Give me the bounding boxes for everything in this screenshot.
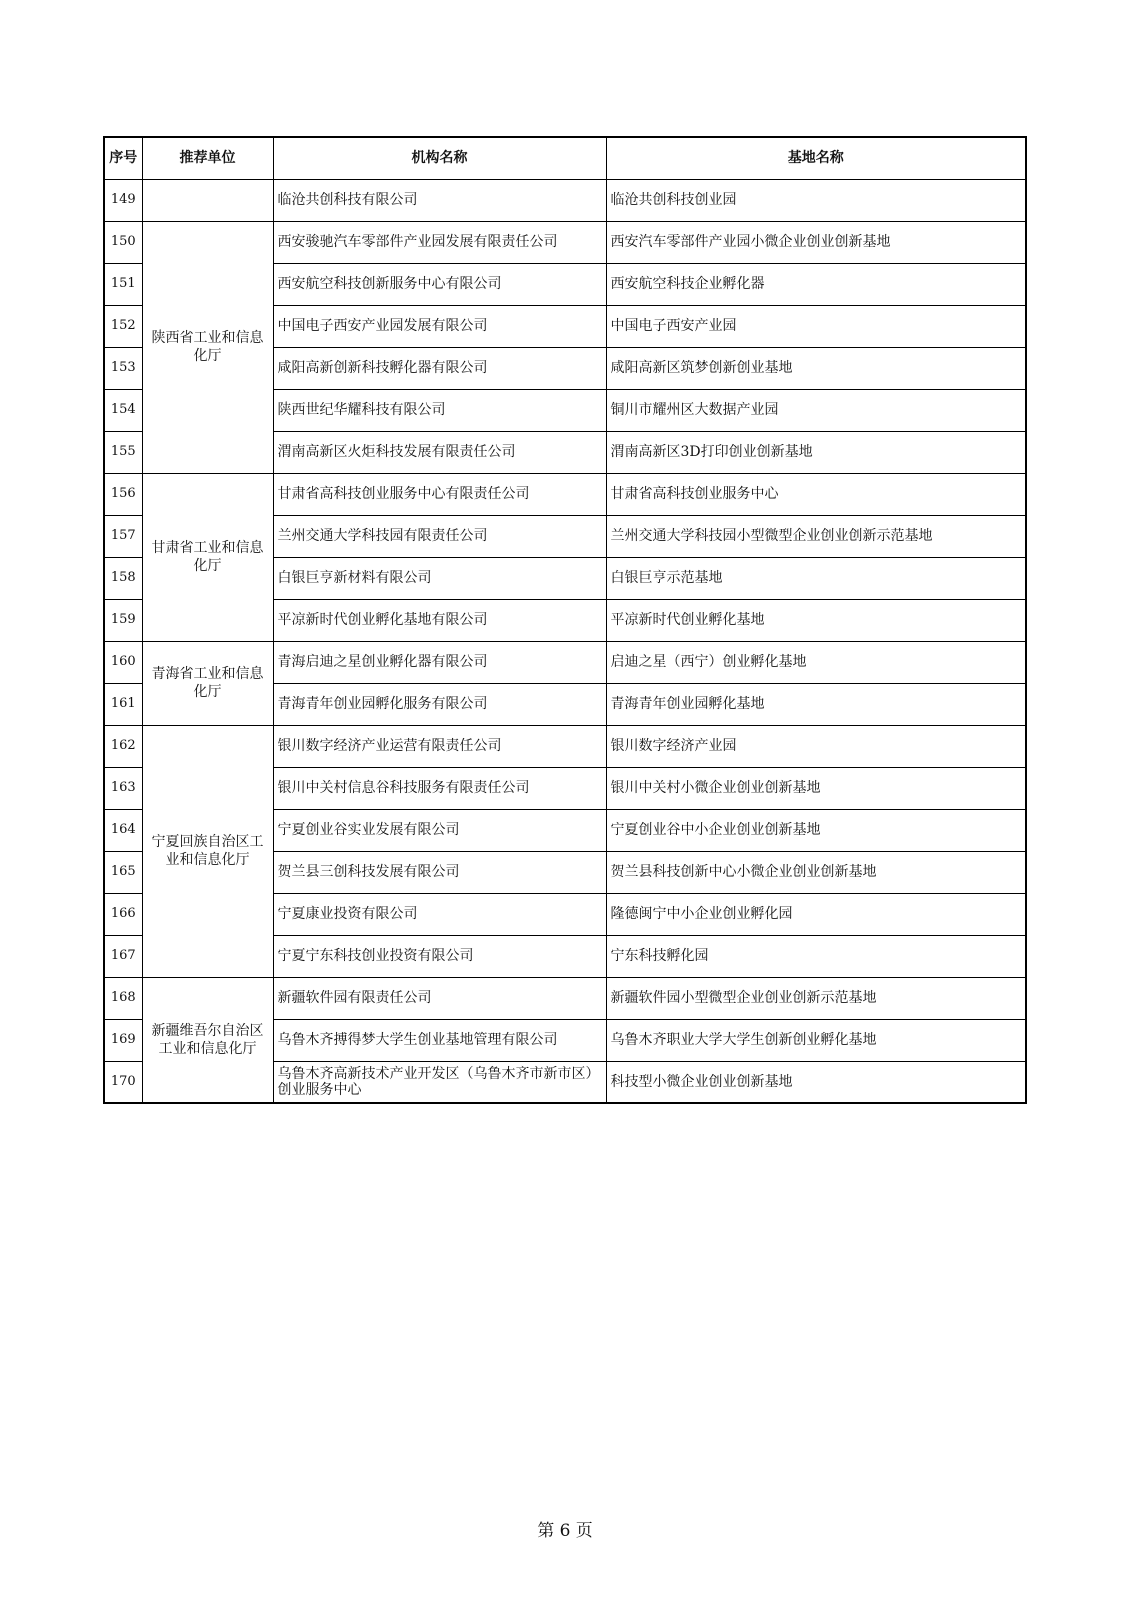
row-no: 154 — [104, 389, 142, 431]
row-no: 164 — [104, 809, 142, 851]
base-name: 甘肃省高科技创业服务中心 — [606, 473, 1026, 515]
row-no: 157 — [104, 515, 142, 557]
row-no: 162 — [104, 725, 142, 767]
org-name: 白银巨亨新材料有限公司 — [273, 557, 606, 599]
table-header-row — [104, 137, 1026, 179]
org-name: 西安航空科技创新服务中心有限公司 — [273, 263, 606, 305]
row-no: 156 — [104, 473, 142, 515]
base-name: 银川数字经济产业园 — [606, 725, 1026, 767]
org-name: 兰州交通大学科技园有限责任公司 — [273, 515, 606, 557]
base-name: 贺兰县科技创新中心小微企业创业创新基地 — [606, 851, 1026, 893]
table-row — [104, 641, 1026, 683]
base-name: 中国电子西安产业园 — [606, 305, 1026, 347]
base-name: 西安航空科技企业孵化器 — [606, 263, 1026, 305]
row-no: 152 — [104, 305, 142, 347]
org-name: 中国电子西安产业园发展有限公司 — [273, 305, 606, 347]
unit-cell: 青海省工业和信息化厅 — [142, 641, 273, 725]
org-name: 银川数字经济产业运营有限责任公司 — [273, 725, 606, 767]
header-base: 基地名称 — [606, 137, 1026, 179]
row-no: 158 — [104, 557, 142, 599]
org-name: 临沧共创科技有限公司 — [273, 179, 606, 221]
org-name: 银川中关村信息谷科技服务有限责任公司 — [273, 767, 606, 809]
base-name: 宁东科技孵化园 — [606, 935, 1026, 977]
base-name: 铜川市耀州区大数据产业园 — [606, 389, 1026, 431]
org-name: 宁夏康业投资有限公司 — [273, 893, 606, 935]
org-name: 渭南高新区火炬科技发展有限责任公司 — [273, 431, 606, 473]
base-name: 青海青年创业园孵化基地 — [606, 683, 1026, 725]
org-name: 咸阳高新创新科技孵化器有限公司 — [273, 347, 606, 389]
table-body — [104, 179, 1026, 1103]
base-name: 白银巨亨示范基地 — [606, 557, 1026, 599]
base-name: 科技型小微企业创业创新基地 — [606, 1061, 1026, 1103]
org-name: 陕西世纪华耀科技有限公司 — [273, 389, 606, 431]
base-name: 临沧共创科技创业园 — [606, 179, 1026, 221]
org-name: 宁夏创业谷实业发展有限公司 — [273, 809, 606, 851]
base-name: 平凉新时代创业孵化基地 — [606, 599, 1026, 641]
row-no: 155 — [104, 431, 142, 473]
row-no: 149 — [104, 179, 142, 221]
base-name: 宁夏创业谷中小企业创业创新基地 — [606, 809, 1026, 851]
org-name: 乌鲁木齐高新技术产业开发区（乌鲁木齐市新市区）创业服务中心 — [273, 1061, 606, 1103]
org-name: 贺兰县三创科技发展有限公司 — [273, 851, 606, 893]
org-name: 青海青年创业园孵化服务有限公司 — [273, 683, 606, 725]
base-name: 启迪之星（西宁）创业孵化基地 — [606, 641, 1026, 683]
header-org: 机构名称 — [273, 137, 606, 179]
base-name: 西安汽车零部件产业园小微企业创业创新基地 — [606, 221, 1026, 263]
org-name: 西安骏驰汽车零部件产业园发展有限责任公司 — [273, 221, 606, 263]
row-no: 161 — [104, 683, 142, 725]
header-unit: 推荐单位 — [142, 137, 273, 179]
table-row — [104, 473, 1026, 515]
incubator-table — [103, 136, 1027, 1104]
base-name: 渭南高新区3D打印创业创新基地 — [606, 431, 1026, 473]
org-name: 乌鲁木齐搏得梦大学生创业基地管理有限公司 — [273, 1019, 606, 1061]
table-row — [104, 725, 1026, 767]
row-no: 163 — [104, 767, 142, 809]
row-no: 150 — [104, 221, 142, 263]
base-name: 隆德闽宁中小企业创业孵化园 — [606, 893, 1026, 935]
unit-cell: 新疆维吾尔自治区工业和信息化厅 — [142, 977, 273, 1103]
row-no: 168 — [104, 977, 142, 1019]
row-no: 165 — [104, 851, 142, 893]
base-name: 乌鲁木齐职业大学大学生创新创业孵化基地 — [606, 1019, 1026, 1061]
row-no: 159 — [104, 599, 142, 641]
org-name: 平凉新时代创业孵化基地有限公司 — [273, 599, 606, 641]
row-no: 151 — [104, 263, 142, 305]
org-name: 甘肃省高科技创业服务中心有限责任公司 — [273, 473, 606, 515]
base-name: 新疆软件园小型微型企业创业创新示范基地 — [606, 977, 1026, 1019]
table-row — [104, 221, 1026, 263]
row-no: 167 — [104, 935, 142, 977]
row-no: 170 — [104, 1061, 142, 1103]
org-name: 宁夏宁东科技创业投资有限公司 — [273, 935, 606, 977]
base-name: 咸阳高新区筑梦创新创业基地 — [606, 347, 1026, 389]
table-row — [104, 179, 1026, 221]
unit-cell: 宁夏回族自治区工业和信息化厅 — [142, 725, 273, 977]
unit-cell — [142, 179, 273, 221]
table-row — [104, 977, 1026, 1019]
org-name: 青海启迪之星创业孵化器有限公司 — [273, 641, 606, 683]
row-no: 166 — [104, 893, 142, 935]
row-no: 160 — [104, 641, 142, 683]
org-name: 新疆软件园有限责任公司 — [273, 977, 606, 1019]
unit-cell: 甘肃省工业和信息化厅 — [142, 473, 273, 641]
base-name: 兰州交通大学科技园小型微型企业创业创新示范基地 — [606, 515, 1026, 557]
page-number: 第 6 页 — [537, 1521, 593, 1541]
base-name: 银川中关村小微企业创业创新基地 — [606, 767, 1026, 809]
header-no: 序号 — [104, 137, 142, 179]
row-no: 169 — [104, 1019, 142, 1061]
unit-cell: 陕西省工业和信息化厅 — [142, 221, 273, 473]
row-no: 153 — [104, 347, 142, 389]
